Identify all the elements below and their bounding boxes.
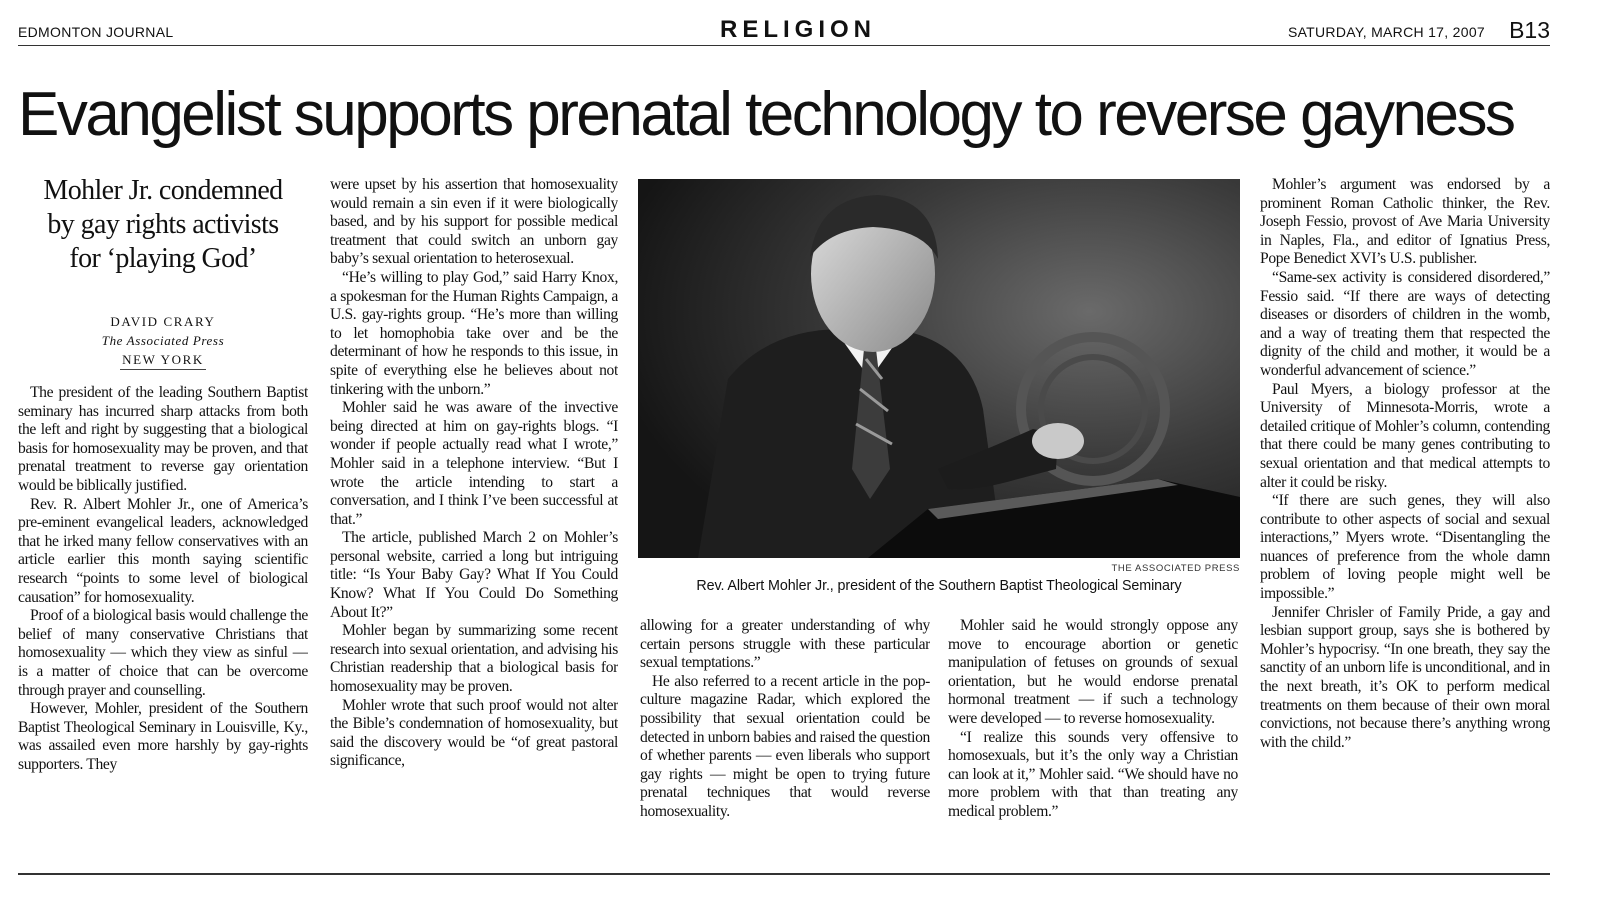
paragraph: “He’s willing to play God,” said Harry Knox, a spokesman for the Human Rights Campaign, a U.S. gay-rights group. “He’s more than willing to let homophobia take over and be the determinant of how he responds to this issue, in spite of everything else he believes about not tinkering with the unborn.”: [330, 268, 618, 398]
paragraph: Rev. R. Albert Mohler Jr., one of America’s pre-eminent evangelical leaders, acknowledged that he irked many fellow conservatives with an article earlier this month saying scientific research “points to some level of biological causation” for homosexuality.: [18, 495, 308, 606]
deck-line: Mohler Jr. condemned: [43, 175, 283, 206]
paragraph: Mohler wrote that such proof would not alter the Bible’s condemnation of homosexuality, but said the discovery would be “of great pastoral significance,: [330, 696, 618, 770]
paragraph: The article, published March 2 on Mohler’s personal website, carried a long but intriguing title: “Is Your Baby Gay? What If You Could Know? What If You Could Do Something About It?”: [330, 529, 618, 621]
newspaper-name: EDMONTON JOURNAL: [18, 24, 174, 40]
section-name: RELIGION: [720, 16, 877, 43]
byline: [18, 312, 308, 370]
byline-agency: The Associated Press: [101, 333, 225, 348]
page-bottom-rule: [18, 873, 1550, 875]
paragraph: Paul Myers, a biology professor at the University of Minnesota-Morris, wrote a detailed critique of Mohler’s column, contending that there could be many genes contributing to sexual orientation and that medical attempts to alter it could be risky.: [1260, 380, 1550, 491]
paragraph: “If there are such genes, they will also contribute to other aspects of social and sexual interactions,” Myers wrote. “Disentangling the nuances of preference from the whole damn problem of loving people might well be impossible.”: [1260, 492, 1550, 603]
paragraph: Proof of a biological basis would challenge the belief of many conservative Christians that homosexuality — which they view as sinful — is a matter of choice that can be overcome through prayer and counselling.: [18, 607, 308, 699]
deck-line: for ‘playing God’: [69, 243, 257, 274]
byline-author: DAVID CRARY: [110, 314, 216, 329]
photo-caption: Rev. Albert Mohler Jr., president of the Southern Baptist Theological Seminary: [696, 578, 1182, 594]
paragraph: However, Mohler, president of the Southern Baptist Theological Seminary in Louisville, Ky., was assailed even more harshly by gay-rights supporters. They: [18, 700, 308, 773]
deck-line: by gay rights activists: [47, 209, 279, 240]
photo-credit: THE ASSOCIATED PRESS: [1111, 563, 1240, 574]
paragraph: The president of the leading Southern Baptist seminary has incurred sharp attacks from both the left and right by suggesting that a biological basis for homosexuality may be proven, and that prenatal treatment to reverse gay orientation would be biblically justified.: [18, 384, 308, 494]
news-photo: [638, 179, 1240, 558]
paragraph: “Same-sex activity is considered disordered,” Fessio said. “If there are ways of detecting diseases or disorders of children in the womb, and a way of treating them that respected the dignity of the child and mother, it would be a wonderful advancement of science.”: [1260, 268, 1550, 379]
issue-date: SATURDAY, MARCH 17, 2007: [1287, 24, 1485, 40]
article-column-1: [18, 384, 308, 864]
paragraph: Mohler’s argument was endorsed by a prominent Roman Catholic thinker, the Rev. Joseph Fessio, provost of Ave Maria University in Naples, Fla., and editor of Ignatius Press, Pope Benedict XVI’s U.S. publisher.: [1260, 176, 1550, 268]
masthead-rule: [18, 45, 1550, 46]
paragraph: He also referred to a recent article in the pop-culture magazine Radar, which explored the possibility that sexual orientation could be detected in unborn babies and raised the question of whether parents — even liberals who support gay rights — might be open to trying future prenatal techniques that would reverse homosexuality.: [640, 672, 930, 820]
page-number: B13: [1509, 17, 1550, 43]
paragraph: “I realize this sounds very offensive to homosexuals, but it’s the only way a Christian can look at it,” Mohler said. “We should have no more problem with that than treating any medical problem.”: [948, 728, 1238, 820]
paragraph: Mohler said he would strongly oppose any move to encourage abortion or genetic manipulation of fetuses on grounds of sexual orientation, but he would endorse prenatal hormonal treatment — if such a technology were developed — to reverse homosexuality.: [948, 617, 1238, 727]
paragraph: Mohler said he was aware of the invective being directed at him on gay-rights blogs. “I wonder if people actually read what I wrote,” Mohler said in a telephone interview. “But I wrote the article intending to start a conversation, and I think I’ve been successful at that.”: [330, 399, 618, 528]
dateline: NEW YORK: [120, 350, 206, 370]
paragraph: Jennifer Chrisler of Family Pride, a gay and lesbian support group, says she is bothered by Mohler’s hypocrisy. “In one breath, they say the sanctity of an unborn life is unconditional, and in the next breath, it’s OK to perform medical treatments on them because of their own moral convictions, not because there’s anything wrong with the child.”: [1260, 603, 1550, 751]
paragraph: Mohler began by summarizing some recent research into sexual orientation, and advising his Christian readership that a biological basis for homosexuality may be proven.: [330, 622, 618, 696]
news-photo-image: [638, 179, 1240, 558]
deck: [18, 174, 308, 276]
paragraph: were upset by his assertion that homosexuality would remain a sin even if it were biologically based, and by his support for possible medical treatment that could switch an unborn gay baby’s sexual orientation to heterosexual.: [330, 176, 618, 268]
headline: Evangelist supports prenatal technology to reverse gayness: [18, 80, 1514, 149]
paragraph: allowing for a greater understanding of why certain persons struggle with these particular sexual temptations.”: [640, 617, 930, 672]
article-column-5: [1260, 176, 1550, 866]
article-column-4: [948, 617, 1238, 867]
article-column-3: [640, 617, 930, 867]
article-column-2: [330, 176, 618, 866]
